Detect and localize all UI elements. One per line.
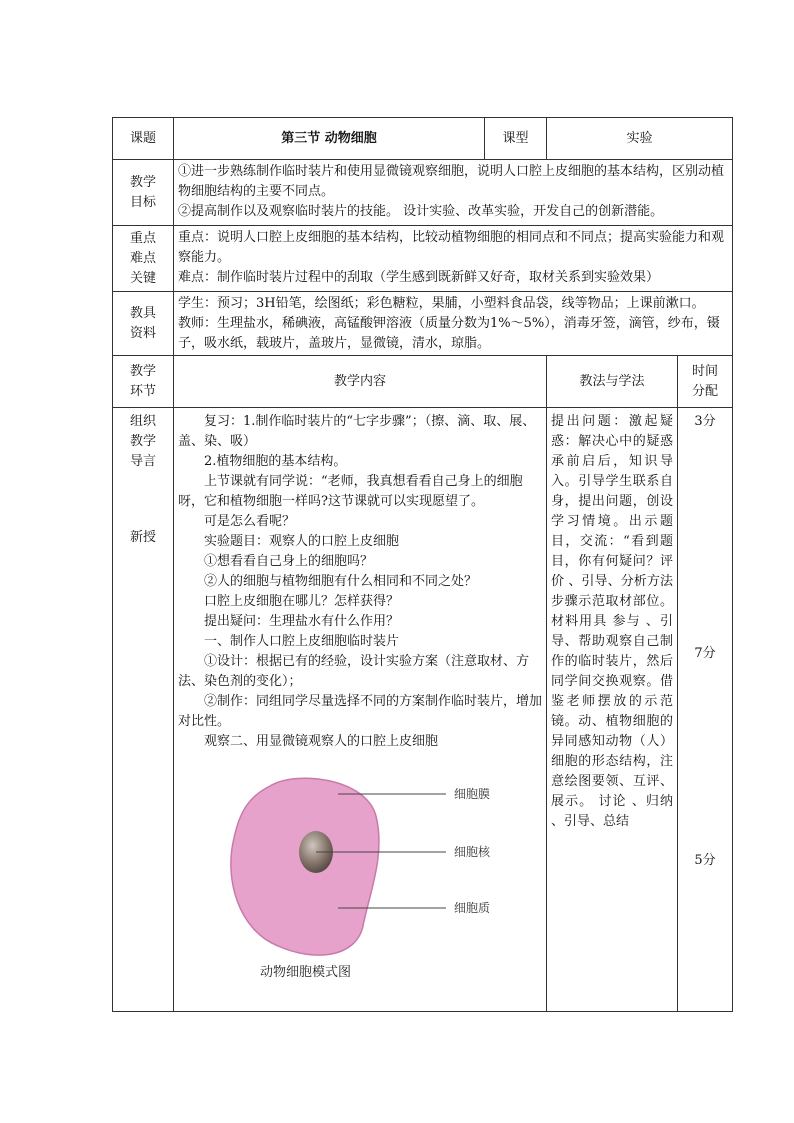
content-p10: 一、制作人口腔上皮细胞临时装片 (204, 634, 400, 649)
time-3: 5分 (694, 853, 716, 868)
column-header-row (113, 356, 733, 408)
materials-label (113, 292, 174, 356)
content-p3: 上节课就有同学说：“老师，我真想看看自己身上的细胞呀，它和植物细胞一样吗?这节课就可以实现愿望了。 (178, 474, 523, 509)
type-label: 课型 (485, 118, 547, 160)
key-points-row (113, 226, 733, 292)
stage-header (113, 356, 174, 408)
goal-1: ①进一步熟练制作临时装片和使用显微镜观察细胞，说明人口腔上皮细胞的基本结构，区别动植物细胞结构的主要不同点。 (178, 164, 725, 199)
time-header-1: 时间 (691, 363, 718, 379)
content-p2: 2.植物细胞的基本结构。 (204, 454, 347, 469)
key-label-2: 难点 (129, 250, 156, 266)
stage-column (113, 408, 174, 1012)
content-p8: 口腔上皮细胞在哪儿？怎样获得？ (204, 594, 400, 609)
content-p13: 观察二、用显微镜观察人的口腔上皮细胞 (204, 734, 439, 749)
difficult-point: 难点：制作临时装片过程中的刮取（学生感到既新鲜又好奇，取材关系到实验效果） (178, 270, 660, 285)
method-header: 教法与学法 (547, 356, 678, 408)
animal-cell-diagram (178, 758, 538, 986)
materials-label-2: 资料 (129, 325, 156, 341)
key-points-label (113, 226, 174, 292)
content-p5: 实验题目：观察人的口腔上皮细胞 (204, 534, 400, 549)
content-p1: 复习：1.制作临时装片的“七字步骤”；（擦、滴、取、展、盖、染、吸） (178, 414, 536, 449)
materials-content (174, 292, 733, 356)
key-point: 重点：说明人口腔上皮细胞的基本结构，比较动植物细胞的相同点和不同点；提高实验能力和观察能力。 (178, 230, 725, 265)
stage-2: 新授 (129, 530, 156, 545)
time-column (678, 408, 733, 1012)
key-points-content (174, 226, 733, 292)
stage-1-line-2: 教学 (129, 434, 156, 449)
teacher-materials: 教师：生理盐水，稀碘液，高锰酸钾溶液（质量分数为1%～5%），消毒牙签，滴管，纱布，镊子，吸水纸，载玻片，盖玻片，显微镜，清水，琼脂。 (178, 316, 720, 351)
method-column (547, 408, 678, 1012)
content-p12: ②制作：同组同学尽量选择不同的方案制作临时装片，增加对比性。 (178, 694, 543, 729)
stage-1-line-3: 导言 (129, 454, 156, 469)
content-p9: 提出疑问：生理盐水有什么作用？ (204, 614, 400, 629)
topic-label: 课题 (113, 118, 174, 160)
nucleus-label: 细胞核 (454, 845, 491, 859)
materials-row (113, 292, 733, 356)
lesson-title: 第三节 动物细胞 (174, 118, 485, 160)
content-column (174, 408, 547, 1012)
content-p11: ①设计：根据已有的经验，设计实验方案（注意取材、方法、染色剂的变化）； (178, 654, 530, 689)
goals-label-1: 教学 (129, 174, 156, 190)
time-2: 7分 (694, 646, 716, 661)
stage-1-line-1: 组织 (129, 414, 156, 429)
method-text: 提出问题：激起疑惑：解决心中的疑惑 承前启后，知识导入。引导学生联系自身，提出问题，创设学习情境。出示题目，交流：“看到题目，你有何疑问？评价 、引导、分析方法步骤示范取材部位。材料用具 参与 、引导、帮助观察自己制作的临时装片，然后同学间交换观察。借鉴老师摆放的示范镜。动、植物细胞的异同感知动物（人）细胞的形态结构，注意绘图要领、互评、展示。 讨论 、归纳 、引导、总结 (551, 414, 673, 829)
materials-label-1: 教具 (129, 305, 156, 321)
content-p7: ②人的细胞与植物细胞有什么相同和不同之处？ (204, 574, 478, 589)
goals-row (113, 160, 733, 226)
body-row (113, 408, 733, 1012)
membrane-label: 细胞膜 (454, 787, 491, 801)
time-header-2: 分配 (691, 383, 718, 399)
time-1: 3分 (694, 414, 716, 429)
time-header (678, 356, 733, 408)
goals-label-2: 目标 (129, 194, 156, 210)
key-label-3: 关键 (129, 270, 156, 286)
lesson-type: 实验 (547, 118, 733, 160)
content-p4: 可是怎么看呢？ (204, 514, 296, 529)
lesson-plan-table (112, 117, 733, 1012)
goals-content (174, 160, 733, 226)
content-p6: ①想看看自己身上的细胞吗？ (204, 554, 374, 569)
goal-2: ②提高制作以及观察临时装片的技能。 设计实验、改革实验，开发自己的创新潜能。 (178, 204, 664, 219)
stage-header-2: 环节 (129, 383, 156, 399)
content-header: 教学内容 (174, 356, 547, 408)
key-label-1: 重点 (129, 230, 156, 246)
cytoplasm-label: 细胞质 (454, 901, 491, 915)
student-materials: 学生：预习；3H铅笔，绘图纸；彩色糖粒，果脯，小塑料食品袋，线等物品；上课前漱口。 (178, 296, 705, 311)
goals-label (113, 160, 174, 226)
figure-caption: 动物细胞模式图 (260, 965, 352, 980)
header-row (113, 118, 733, 160)
stage-header-1: 教学 (129, 363, 156, 379)
